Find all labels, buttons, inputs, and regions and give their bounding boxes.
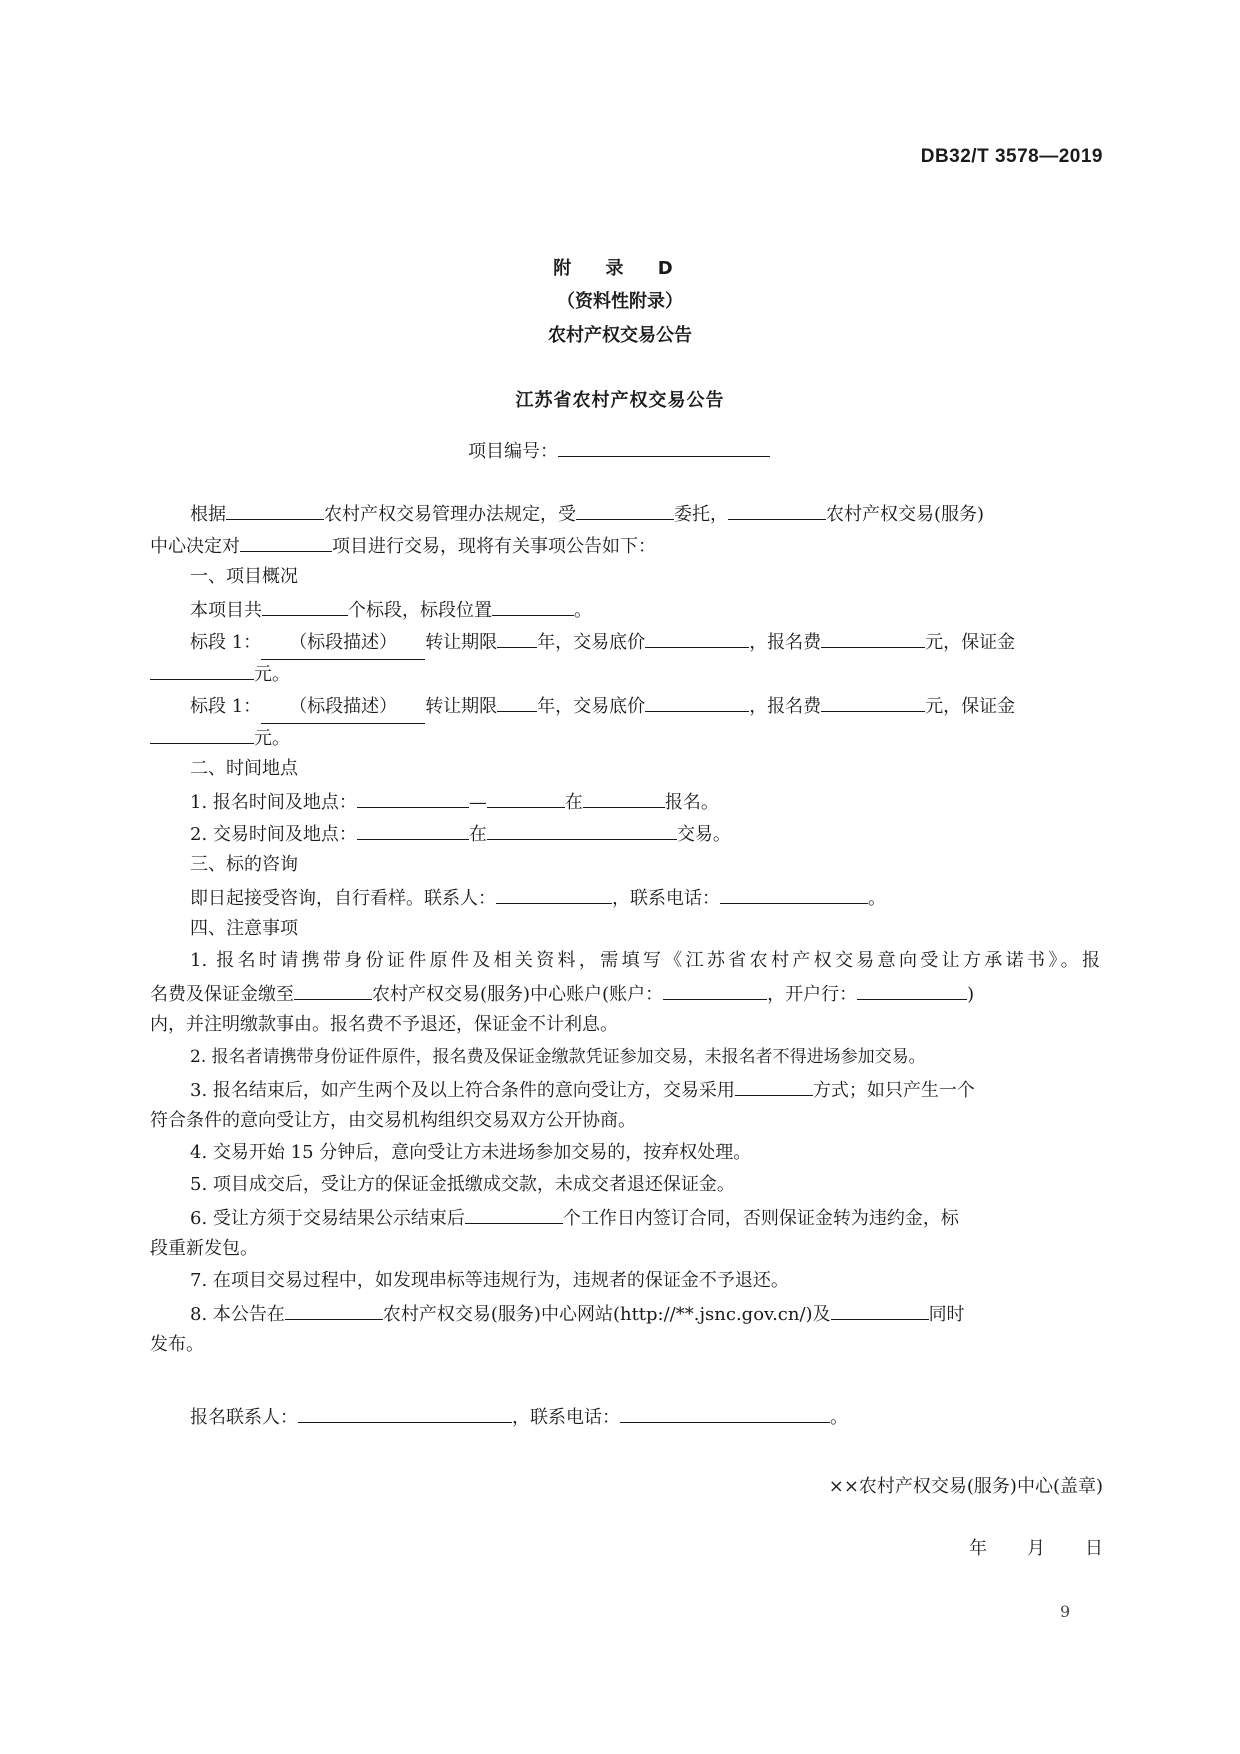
lot-description: （标段描述） [261, 691, 425, 724]
trading-time-line [190, 817, 1140, 851]
text: 转让期限 [425, 632, 498, 653]
year-label: 年 [969, 1538, 987, 1559]
appendix-type: （资料性附录） [557, 291, 683, 312]
contact-person-label: 报名联系人： [190, 1407, 298, 1428]
blank[interactable] [496, 881, 612, 904]
blank[interactable] [487, 785, 565, 808]
note-1-line-2 [150, 977, 1100, 1011]
text: 即日起接受咨询，自行看样。联系人： [190, 888, 496, 909]
lot-description: （标段描述） [261, 627, 425, 660]
blank[interactable] [150, 657, 254, 680]
note-4: 4. 交易开始 15 分钟后，意向受让方未进场参加交易的，按弃权处理。 [190, 1142, 752, 1163]
section-1-line [190, 593, 1140, 627]
blank[interactable] [663, 977, 767, 1000]
text: ，开户行： [767, 984, 858, 1005]
intro-text: 农村产权交易管理办法规定，受 [324, 504, 576, 525]
text: 元，保证金 [925, 696, 1016, 717]
blank[interactable] [497, 689, 537, 712]
text: 年，交易底价 [537, 696, 646, 717]
month-label: 月 [1027, 1538, 1045, 1559]
blank[interactable] [487, 817, 677, 840]
blank[interactable] [583, 785, 665, 808]
text: 年，交易底价 [537, 632, 646, 653]
blank[interactable] [357, 817, 469, 840]
blank[interactable] [857, 977, 967, 1000]
lot-1-line [190, 625, 1140, 660]
section-3-heading: 三、标的咨询 [190, 854, 298, 875]
lot-1-line-2 [150, 657, 1100, 691]
text: ，报名费 [749, 632, 822, 653]
blank[interactable] [821, 625, 925, 648]
text: 。 [574, 600, 592, 621]
blank[interactable] [497, 625, 537, 648]
blank[interactable] [465, 1201, 563, 1224]
page-number: 9 [1060, 1602, 1071, 1621]
blank[interactable] [645, 625, 749, 648]
blank[interactable] [645, 689, 749, 712]
text: 2. 交易时间及地点： [190, 824, 357, 845]
issuer-seal-line: ××农村产权交易(服务)中心(盖章) [828, 1476, 1103, 1497]
note-3-line-1 [190, 1073, 1140, 1107]
consult-line [190, 881, 1140, 915]
intro-text: 农村产权交易(服务) [826, 504, 985, 525]
project-number-field [468, 434, 770, 463]
note-1-line-1: 1. 报名时请携带身份证件原件及相关资料，需填写《江苏省农村产权交易意向受让方承诺书》。报 [190, 950, 1100, 971]
contact-line [190, 1400, 1140, 1434]
project-number-blank[interactable] [558, 434, 770, 457]
contact-person-blank[interactable] [298, 1400, 512, 1423]
text: 元，保证金 [925, 632, 1016, 653]
blank[interactable] [285, 1297, 383, 1320]
day-label: 日 [1085, 1538, 1103, 1559]
intro-line-1 [190, 497, 1100, 531]
intro-text: 中心决定对 [150, 536, 240, 557]
text: — [468, 792, 487, 813]
section-2-heading: 二、时间地点 [190, 758, 298, 779]
note-7: 7. 在项目交易过程中，如发现串标等违规行为，违规者的保证金不予退还。 [190, 1270, 789, 1291]
lot-2-line [190, 689, 1140, 724]
text: 名费及保证金缴至 [150, 984, 294, 1005]
lot-label: 标段 1： [190, 632, 262, 653]
note-5: 5. 项目成交后，受让方的保证金抵缴成交款，未成交者退还保证金。 [190, 1174, 735, 1195]
appendix-title: 农村产权交易公告 [548, 325, 692, 346]
intro-text: 项目进行交易，现将有关事项公告如下： [332, 536, 656, 557]
text: 本项目共 [190, 600, 262, 621]
text: 。 [868, 888, 886, 909]
intro-line-2 [150, 529, 1100, 563]
blank[interactable] [226, 497, 324, 520]
registration-time-line [190, 785, 1140, 819]
text: 方式；如只产生一个 [812, 1080, 975, 1101]
section-1-heading: 一、项目概况 [190, 566, 298, 587]
text: 8. 本公告在 [190, 1304, 285, 1325]
note-8-line-2: 发布。 [150, 1334, 204, 1355]
blank[interactable] [735, 1073, 813, 1096]
contact-phone-label: ，联系电话： [512, 1407, 620, 1428]
blank[interactable] [492, 593, 574, 616]
blank[interactable] [294, 977, 372, 1000]
blank[interactable] [240, 529, 332, 552]
blank[interactable] [720, 881, 868, 904]
blank[interactable] [831, 1297, 929, 1320]
text: 农村产权交易(服务)中心网站(http://**.jsnc.gov.cn/)及 [382, 1304, 831, 1325]
date-line [929, 1534, 1103, 1560]
lot-label: 标段 1： [190, 696, 262, 717]
text: 。 [830, 1407, 848, 1428]
text: 元。 [254, 664, 290, 685]
text: 3. 报名结束后，如产生两个及以上符合条件的意向受让方，交易采用 [190, 1080, 735, 1101]
note-8-line-1 [190, 1297, 1140, 1331]
text: ，联系电话： [612, 888, 720, 909]
standard-code: DB32/T 3578—2019 [920, 146, 1103, 167]
intro-text: 委托， [674, 504, 728, 525]
blank[interactable] [821, 689, 925, 712]
blank[interactable] [357, 785, 469, 808]
notice-title: 江苏省农村产权交易公告 [515, 390, 725, 411]
text: ) [967, 984, 975, 1005]
text: 农村产权交易(服务)中心账户(账户： [372, 984, 664, 1005]
text: 转让期限 [425, 696, 498, 717]
text: 1. 报名时间及地点： [190, 792, 357, 813]
text: 个标段，标段位置 [348, 600, 492, 621]
text: 个工作日内签订合同，否则保证金转为违约金，标 [562, 1208, 959, 1229]
blank[interactable] [576, 497, 674, 520]
note-3-line-2: 符合条件的意向受让方，由交易机构组织交易双方公开协商。 [150, 1110, 636, 1131]
text: 在 [468, 824, 487, 845]
text: ，报名费 [749, 696, 822, 717]
appendix-label: 附 录 D [553, 258, 687, 279]
text: 同时 [928, 1304, 965, 1325]
contact-phone-blank[interactable] [620, 1400, 830, 1423]
intro-text: 根据 [190, 504, 226, 525]
text: 6. 受让方须于交易结果公示结束后 [190, 1208, 465, 1229]
section-4-heading: 四、注意事项 [190, 918, 298, 939]
blank[interactable] [150, 721, 254, 744]
blank[interactable] [728, 497, 826, 520]
text: 交易。 [676, 824, 731, 845]
note-1-line-3: 内，并注明缴款事由。报名费不予退还，保证金不计利息。 [150, 1014, 618, 1035]
note-6-line-1 [190, 1201, 1140, 1235]
text: 报名。 [664, 792, 719, 813]
text: 元。 [254, 728, 290, 749]
text: 在 [564, 792, 583, 813]
blank[interactable] [262, 593, 348, 616]
project-number-label: 项目编号： [468, 441, 558, 462]
note-6-line-2: 段重新发包。 [150, 1238, 258, 1259]
note-2: 2. 报名者请携带身份证件原件，报名费及保证金缴款凭证参加交易，未报名者不得进场参加交易。 [190, 1047, 926, 1067]
lot-2-line-2 [150, 721, 1100, 755]
